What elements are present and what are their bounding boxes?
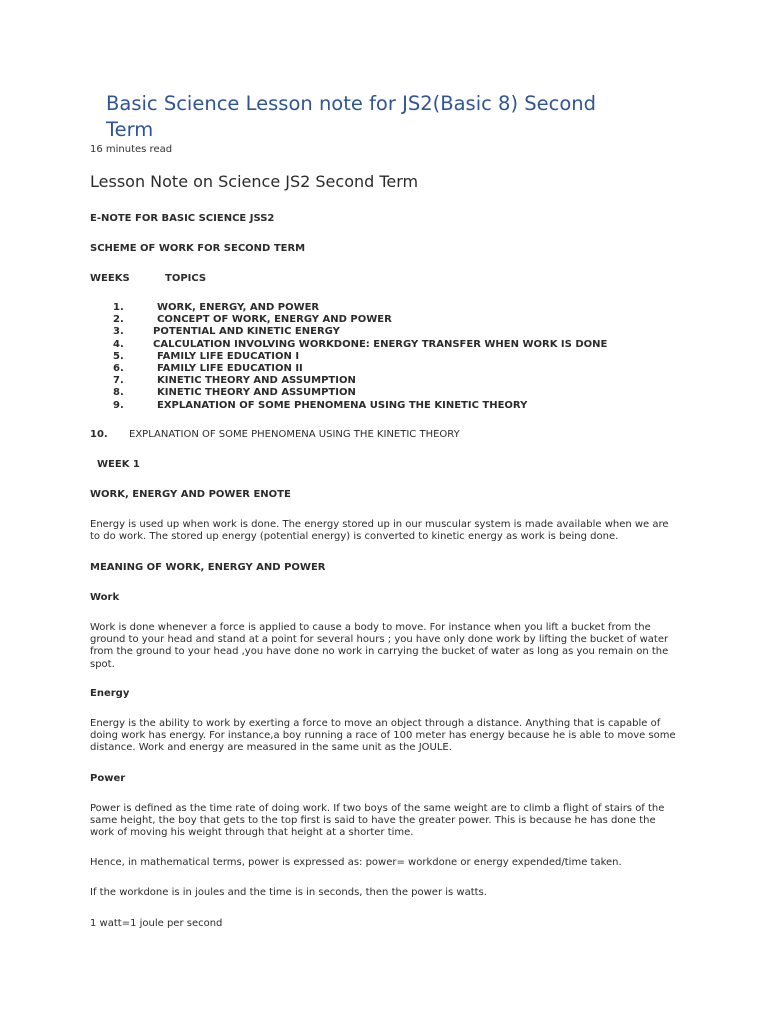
topic-label: FAMILY LIFE EDUCATION II — [157, 363, 303, 374]
week-10-number: 10. — [90, 429, 108, 440]
work-paragraph: Work is done whenever a force is applied to cause a body to move. For instance when you lift a bucket from the ground to your head and stand at a point for several hours ; you have only done work by lifting the bucket of water from the ground to your head ,you have done no work in carrying the bucket of water as long as you remain on the spot. — [90, 622, 669, 670]
topic-label: CONCEPT OF WORK, ENERGY AND POWER — [157, 314, 392, 326]
read-time: 16 minutes read — [90, 144, 173, 155]
topic-number: 9. — [113, 399, 124, 411]
topic-label: POTENTIAL AND KINETIC ENERGY — [153, 326, 340, 338]
topic-label: CALCULATION INVOLVING WORKDONE: ENERGY TRANSFER WHEN WORK IS DONE — [153, 338, 608, 350]
intro-paragraph: Energy is used up when work is done. The energy stored up in our muscular system is made available when we are to do work. The stored up energy (potential energy) is converted to kinetic energy as work is being done. — [90, 519, 669, 543]
week-10-entry — [90, 429, 460, 440]
enote-heading: E-NOTE FOR BASIC SCIENCE JSS2 — [90, 213, 275, 224]
topic-number: 8. — [113, 387, 124, 399]
topic-number: 7. — [113, 375, 124, 387]
meaning-heading: MEANING OF WORK, ENERGY AND POWER — [90, 562, 326, 573]
topic-number: 6. — [113, 363, 124, 374]
topic-label: KINETIC THEORY AND ASSUMPTION — [157, 375, 356, 387]
scheme-heading: SCHEME OF WORK FOR SECOND TERM — [90, 243, 306, 254]
topic-label: EXPLANATION OF SOME PHENOMENA USING THE KINETIC THEORY — [157, 399, 528, 411]
lesson-subtitle: Lesson Note on Science JS2 Second Term — [90, 172, 419, 191]
week-1-heading: WEEK 1 — [97, 459, 140, 470]
topic-number: 2. — [113, 314, 124, 326]
week-10-text: EXPLANATION OF SOME PHENOMENA USING THE KINETIC THEORY — [129, 429, 460, 440]
power-formula: Hence, in mathematical terms, power is expressed as: power= workdone or energy expended/time taken. — [90, 857, 622, 868]
power-heading: Power — [90, 773, 126, 784]
topic-number: 3. — [113, 326, 124, 338]
energy-paragraph: Energy is the ability to work by exerting a force to move an object through a distance. Anything that is capable of doing work has energy. For instance,a boy running a race of 100 meter has energy because he is able to move some distance. Work and energy are measured in the same unit as the JOULE. — [90, 718, 676, 754]
weeks-label: WEEKS — [90, 273, 130, 284]
power-paragraph: Power is defined as the time rate of doing work. If two boys of the same weight are to climb a flight of stairs of the same height, the boy that gets to the top first is said to have the greater power. This is because he has done the work of moving his weight through that height at a shorter time. — [90, 803, 665, 839]
topics-label: TOPICS — [165, 273, 207, 284]
topic-number: 4. — [113, 338, 124, 350]
topic-number: 5. — [113, 350, 124, 362]
enote-title: WORK, ENERGY AND POWER ENOTE — [90, 489, 291, 500]
energy-heading: Energy — [90, 688, 130, 699]
work-heading: Work — [90, 592, 120, 603]
watt-definition: 1 watt=1 joule per second — [90, 918, 223, 929]
document-title: Basic Science Lesson note for JS2(Basic 8) Second Term — [106, 92, 597, 141]
weeks-topics-header — [90, 273, 207, 284]
topic-label: WORK, ENERGY, AND POWER — [157, 302, 320, 313]
topic-label: KINETIC THEORY AND ASSUMPTION — [157, 387, 356, 399]
watts-paragraph: If the workdone is in joules and the time is in seconds, then the power is watts. — [90, 887, 487, 898]
topic-label: FAMILY LIFE EDUCATION I — [157, 350, 300, 362]
topic-number: 1. — [113, 302, 124, 313]
